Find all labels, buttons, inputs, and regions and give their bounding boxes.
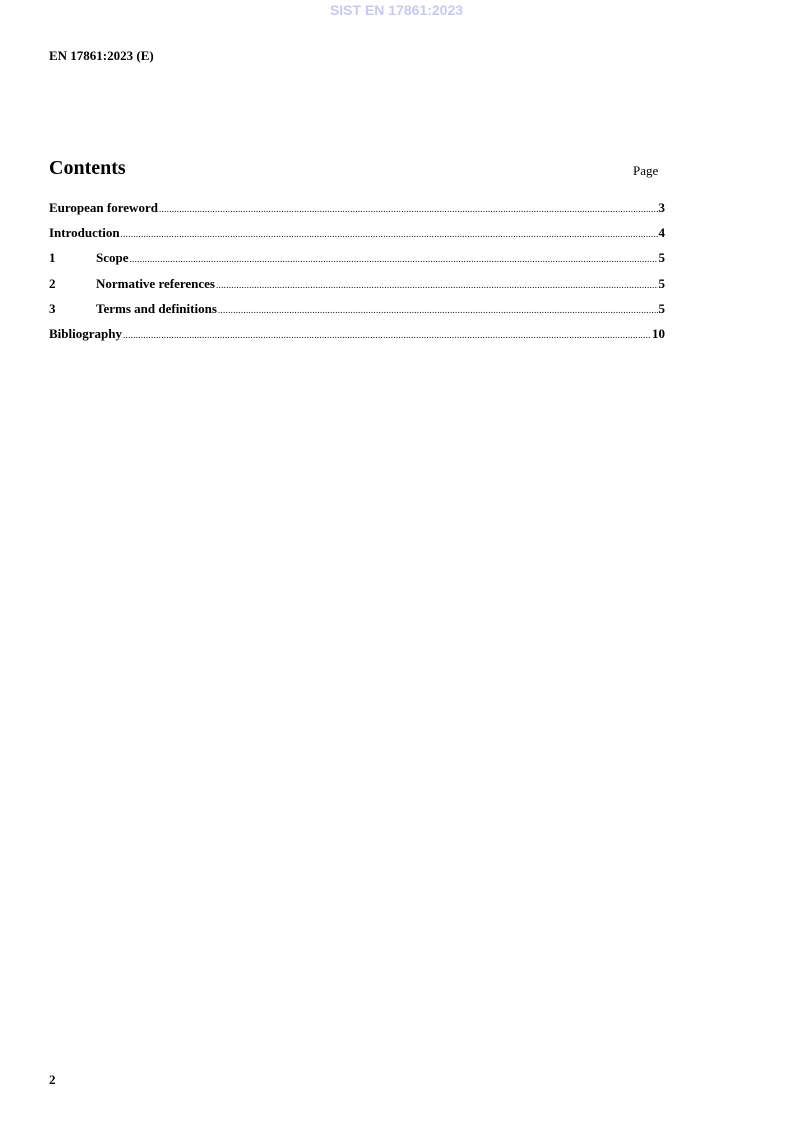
toc-leader-dots: [216, 280, 658, 290]
toc-entry-terms-and-definitions[interactable]: [49, 301, 665, 326]
toc-entry-european-foreword[interactable]: [49, 200, 665, 225]
toc-number: 1: [49, 250, 56, 266]
toc-page: 5: [658, 275, 665, 291]
contents-title: Contents: [49, 157, 126, 179]
toc-page: 5: [658, 300, 665, 316]
toc-leader-dots: [218, 305, 658, 315]
toc-entry-bibliography[interactable]: [49, 326, 665, 351]
page-column-label: Page: [633, 163, 659, 178]
toc-leader-dots: [130, 254, 658, 264]
toc-label: Normative references: [96, 275, 215, 291]
toc-leader-dots: [159, 204, 658, 214]
page-number: 2: [49, 1072, 56, 1087]
toc-label: Scope: [96, 250, 129, 266]
toc-page: 5: [658, 250, 665, 266]
watermark: SIST EN 17861:2023: [329, 2, 464, 18]
toc-page: 3: [658, 200, 665, 215]
toc-page: 4: [658, 225, 665, 241]
table-of-contents: [49, 200, 665, 351]
toc-leader-dots: [123, 330, 651, 340]
toc-leader-dots: [121, 229, 658, 239]
document-header: EN 17861:2023 (E): [49, 48, 154, 63]
toc-number: 3: [49, 300, 56, 316]
toc-label: Introduction: [49, 225, 120, 241]
toc-entry-scope[interactable]: [49, 250, 665, 275]
toc-entry-normative-references[interactable]: [49, 276, 665, 301]
toc-page: 10: [652, 325, 665, 341]
toc-entry-introduction[interactable]: [49, 225, 665, 250]
toc-label: European foreword: [49, 200, 158, 215]
toc-label: Terms and definitions: [96, 300, 217, 316]
toc-number: 2: [49, 275, 56, 291]
toc-label: Bibliography: [49, 325, 122, 341]
